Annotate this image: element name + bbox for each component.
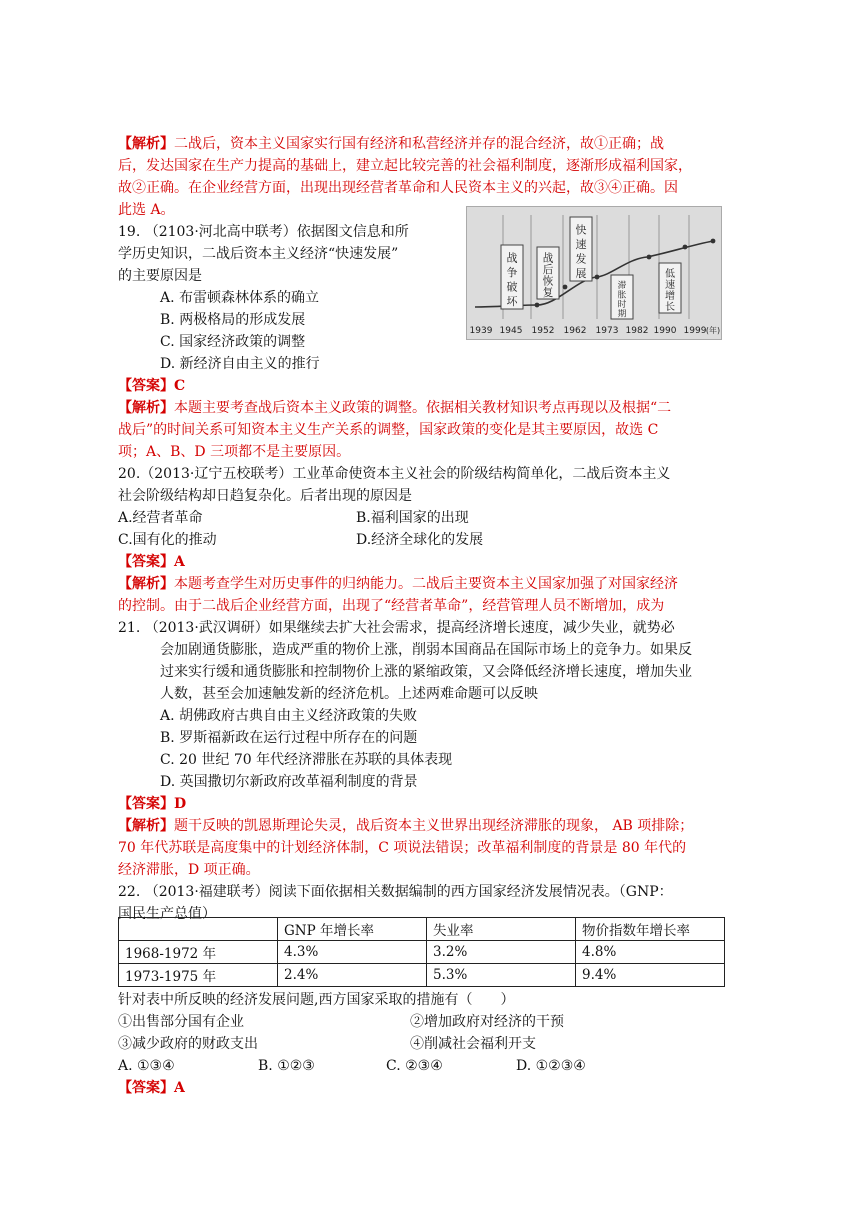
statement-item: ②增加政府对经济的干预 xyxy=(410,1014,564,1030)
table-cell: 4.3% xyxy=(278,941,427,964)
timeline-svg xyxy=(467,207,721,339)
answer-tag: 【答案】 xyxy=(118,554,174,570)
question-stem: 社会阶级结构却日趋复杂化。后者出现的原因是 xyxy=(118,488,412,504)
period-box-char: 争 xyxy=(506,265,518,279)
question-stem: 国民生产总值） xyxy=(118,906,216,922)
analysis-text: 二战后，资本主义国家实行国有经济和私营经济并存的混合经济，故①正确；战 xyxy=(174,136,664,152)
analysis-line: 此选 A。 xyxy=(118,202,175,218)
analysis-line xyxy=(118,816,693,836)
table-cell: 1968-1972 年 xyxy=(119,941,278,964)
analysis-line: 项；A、B、D 三项都不是主要原因。 xyxy=(118,444,351,460)
period-box-char: 胀 xyxy=(617,290,627,301)
question-stem: 20.（2013·辽宁五校联考）工业革命使资本主义社会的阶级结构简单化，二战后资本主义 xyxy=(118,466,671,482)
analysis-text: 本题主要考查战后资本主义政策的调整。依据相关教材知识考点再现以及根据“二 xyxy=(174,400,672,416)
option-a: A. 布雷顿森林体系的确立 xyxy=(160,290,320,306)
option-a: A.经营者革命 xyxy=(118,510,203,526)
answer-tag: 【答案】 xyxy=(118,1080,174,1096)
option-a: A. 胡佛政府古典自由主义经济政策的失败 xyxy=(160,708,418,724)
period-box-char: 长 xyxy=(664,301,676,313)
option-d: D. 新经济自由主义的推行 xyxy=(160,356,320,372)
period-box-char: 滞 xyxy=(617,280,627,291)
economy-timeline-figure xyxy=(466,206,722,340)
table-cell: 1973-1975 年 xyxy=(119,964,278,987)
table-header-cell: GNP 年增长率 xyxy=(278,918,427,941)
option-c: C. 国家经济政策的调整 xyxy=(160,334,306,350)
option-c: C. ②③④ xyxy=(386,1058,443,1074)
period-box-char: 发 xyxy=(575,252,587,266)
year-tick-label: 1999 xyxy=(683,326,707,336)
analysis-line xyxy=(118,398,671,418)
year-unit-label: (年) xyxy=(705,326,721,335)
question-stem: 人数，甚至会加速触发新的经济危机。上述两难命题可以反映 xyxy=(160,686,538,702)
year-tick-label: 1982 xyxy=(625,326,649,336)
table-row xyxy=(119,964,725,987)
period-box-char: 速 xyxy=(664,279,676,291)
analysis-line: 后，发达国家在生产力提高的基础上，建立起比较完善的社会福利制度，逐渐形成福利国家， xyxy=(118,158,692,174)
question-stem: 学历史知识，二战后资本主义经济“快速发展” xyxy=(118,246,399,262)
question-stem: 会加剧通货膨胀，造成严重的物价上涨，削弱本国商品在国际市场上的竞争力。如果反 xyxy=(160,642,692,658)
option-d: D. ①②③④ xyxy=(516,1058,586,1074)
analysis-line xyxy=(118,134,664,154)
period-box-char: 增 xyxy=(664,290,676,302)
analysis-line xyxy=(118,574,678,594)
answer-value: D xyxy=(174,796,187,812)
period-box-char: 时 xyxy=(617,299,627,310)
statement-item: ④削减社会福利开支 xyxy=(410,1036,536,1052)
table-cell: 9.4% xyxy=(576,964,725,987)
analysis-line: 70 年代苏联是高度集中的计划经济体制，C 项说法错误；改革福利制度的背景是 80 年代的 xyxy=(118,840,687,856)
answer-line xyxy=(118,552,185,572)
table-header-cell xyxy=(119,918,278,941)
period-boxes xyxy=(501,217,681,319)
option-b: B.福利国家的出现 xyxy=(356,510,469,526)
option-c: C. 20 世纪 70 年代经济滞胀在苏联的具体表现 xyxy=(160,752,453,768)
question-stem: 22. （2013·福建联考）阅读下面依据相关数据编制的西方国家经济发展情况表。（GNP： xyxy=(118,884,673,900)
answer-value: A xyxy=(174,1080,185,1096)
question-stem: 21. （2013·武汉调研）如果继续去扩大社会需求，提高经济增长速度，减少失业，就势必 xyxy=(118,620,675,636)
period-box-char: 后 xyxy=(542,263,554,276)
table-header-cell: 失业率 xyxy=(427,918,576,941)
table-cell: 2.4% xyxy=(278,964,427,987)
answer-line xyxy=(118,376,185,396)
period-box-char: 恢 xyxy=(542,275,554,288)
answer-value: C xyxy=(174,378,186,394)
year-axis xyxy=(470,325,721,336)
period-box-char: 破 xyxy=(506,280,518,294)
analysis-text: 本题考查学生对历史事件的归纳能力。二战后主要资本主义国家加强了对国家经济 xyxy=(174,576,678,592)
table-cell: 4.8% xyxy=(576,941,725,964)
period-box-char: 坏 xyxy=(506,294,518,308)
year-tick-label: 1973 xyxy=(595,326,619,336)
question-stem: 过来实行缓和通货膨胀和控制物价上涨的紧缩政策，又会降低经济增长速度，增加失业 xyxy=(160,664,692,680)
analysis-tag: 【解析】 xyxy=(118,576,174,592)
analysis-tag: 【解析】 xyxy=(118,400,174,416)
option-b: B. 罗斯福新政在运行过程中所存在的问题 xyxy=(160,730,418,746)
answer-value: A xyxy=(174,554,185,570)
period-box-char: 低 xyxy=(664,268,676,280)
year-tick-label: 1952 xyxy=(531,326,555,336)
year-tick-label: 1962 xyxy=(563,326,587,336)
year-tick-label: 1990 xyxy=(653,326,677,336)
answer-tag: 【答案】 xyxy=(118,796,174,812)
analysis-line: 故②正确。在企业经营方面，出现出现经营者革命和人民资本主义的兴起，故③④正确。因 xyxy=(118,180,678,196)
economy-table xyxy=(118,917,725,987)
table-header-row xyxy=(119,918,725,941)
period-box-char: 复 xyxy=(542,286,554,299)
period-box-char: 期 xyxy=(617,309,627,320)
answer-tag: 【答案】 xyxy=(118,378,174,394)
analysis-text: 题干反映的凯恩斯理论失灵，战后资本主义世界出现经济滞胀的现象， AB 项排除； xyxy=(174,818,694,834)
question-prompt: 针对表中所反映的经济发展问题,西方国家采取的措施有（ ） xyxy=(118,992,515,1008)
period-box-char: 速 xyxy=(575,237,587,251)
option-a: A. ①③④ xyxy=(118,1058,175,1074)
question-stem: 的主要原因是 xyxy=(118,268,202,284)
option-b: B. ①②③ xyxy=(258,1058,315,1074)
table-header-cell: 物价指数年增长率 xyxy=(576,918,725,941)
option-d: D. 英国撒切尔新政府改革福利制度的背景 xyxy=(160,774,418,790)
analysis-line: 的控制。由于二战后企业经营方面，出现了“经营者革命”，经营管理人员不断增加，成为 xyxy=(118,598,665,614)
period-box-char: 战 xyxy=(506,251,518,265)
analysis-tag: 【解析】 xyxy=(118,136,174,152)
answer-line xyxy=(118,794,186,814)
table-row xyxy=(119,941,725,964)
statement-item: ③减少政府的财政支出 xyxy=(118,1036,258,1052)
option-c: C.国有化的推动 xyxy=(118,532,217,548)
period-box-char: 快 xyxy=(575,223,587,237)
year-tick-label: 1945 xyxy=(499,326,523,336)
period-box-char: 展 xyxy=(575,266,587,280)
option-b: B. 两极格局的形成发展 xyxy=(160,312,306,328)
question-stem: 19. （2103·河北高中联考）依据图文信息和所 xyxy=(118,224,409,240)
period-box-char: 战 xyxy=(542,252,554,265)
table-cell: 3.2% xyxy=(427,941,576,964)
analysis-line: 战后”的时间关系可知资本主义生产关系的调整，国家政策的变化是其主要原因，故选 C xyxy=(118,422,659,438)
analysis-line: 经济滞胀，D 项正确。 xyxy=(118,862,260,878)
year-tick-label: 1939 xyxy=(469,326,493,336)
table-cell: 5.3% xyxy=(427,964,576,987)
analysis-tag: 【解析】 xyxy=(118,818,174,834)
answer-line xyxy=(118,1078,185,1098)
statement-item: ①出售部分国有企业 xyxy=(118,1014,244,1030)
option-d: D.经济全球化的发展 xyxy=(356,532,484,548)
